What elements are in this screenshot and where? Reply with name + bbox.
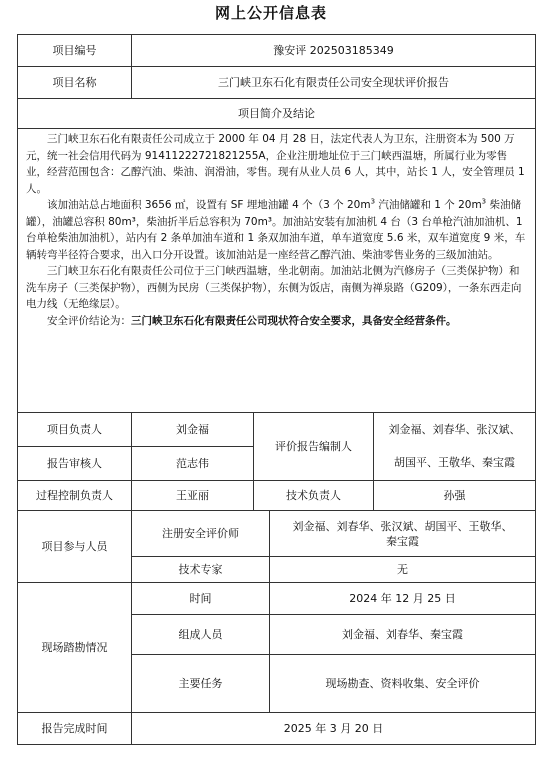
info-table <box>17 34 536 745</box>
row-project-name <box>18 67 536 99</box>
row-survey-time <box>18 583 536 615</box>
report-reviewer-value: 范志伟 <box>132 447 254 481</box>
summary-paragraph-2: 该加油站总占地面积 3656 ㎡，设置有 SF 埋地油罐 4 个（3 个 $20m^3$ 汽油储罐和 1 个 $20m^3$ 柴油储罐），油罐总容积 80m³，柴油折半后总容积为 70m³。加油站安装有加油机 4 台（3 台单枪汽油加油机、1 台单枪柴油加油机），站内有 2 条单加油车道和 1 条双加油车道，单车道宽度 5.6 米，双车道宽度 9 米，车辆转弯半径符合要求，出入口分开设置。该加油站是一座经营乙醇汽油、柴油零售业务的三级加油站。 <box>26 197 526 261</box>
page-title: 网上公开信息表 <box>214 4 327 22</box>
survey-tasks-label: 主要任务 <box>132 655 270 713</box>
summary-paragraph-4: 安全评价结论为：三门峡卫东石化有限责任公司现状符合安全要求，具备安全经营条件。 <box>47 314 457 327</box>
summary-paragraph-3: 三门峡卫东石化有限责任公司位于三门峡西温塘，坐北朝南。加油站北侧为汽修房子（三类保护物）和洗车房子（三类保护物），西侧为民房（三类保护物），东侧为饭店，南侧为禅泉路（G209），一条东西走向电力线（无绝缘层）。 <box>26 265 522 310</box>
summary-paragraph-1: 三门峡卫东石化有限责任公司成立于 2000 年 04 月 28 日，法定代表人为卫东，注册资本为 500 万元，统一社会信用代码为 91411222721821255A，企业注册地址位于三门峡西温塘，所属行业为零售业，经营范围包含：乙醇汽油、柴油、润滑油，零售。现有从业人员 6 人，其中，站长 1 人，安全管理员 1 人。 <box>26 133 525 195</box>
project-leader-value: 刘金福 <box>132 413 254 447</box>
summary-text <box>18 129 536 413</box>
report-authors-line-1: 刘金福、刘春华、张汉斌、 <box>374 413 536 447</box>
row-summary-header <box>18 99 536 129</box>
row-process-control <box>18 481 536 511</box>
report-authors-line-2: 胡国平、王敬华、秦宝霞 <box>374 447 536 481</box>
survey-label: 现场踏勘情况 <box>18 583 132 713</box>
survey-time-label: 时间 <box>132 583 270 615</box>
registered-assessors-label: 注册安全评价师 <box>132 511 270 557</box>
tech-leader-value: 孙强 <box>374 481 536 511</box>
row-summary-body <box>18 129 536 413</box>
survey-members-value: 刘金福、刘春华、秦宝霞 <box>270 615 536 655</box>
project-leader-label: 项目负责人 <box>18 413 132 447</box>
survey-tasks-value: 现场勘查、资料收集、安全评价 <box>270 655 536 713</box>
summary-label: 项目简介及结论 <box>18 99 536 129</box>
project-name-label: 项目名称 <box>18 67 132 99</box>
project-no-label: 项目编号 <box>18 35 132 67</box>
report-authors-label: 评价报告编制人 <box>254 413 374 481</box>
project-name-value: 三门峡卫东石化有限责任公司安全现状评价报告 <box>132 67 536 99</box>
row-project-no <box>18 35 536 67</box>
tech-leader-label: 技术负责人 <box>254 481 374 511</box>
survey-members-label: 组成人员 <box>132 615 270 655</box>
row-completion <box>18 713 536 745</box>
completion-label: 报告完成时间 <box>18 713 132 745</box>
process-control-label: 过程控制负责人 <box>18 481 132 511</box>
row-registered-assessors <box>18 511 536 557</box>
tech-expert-label: 技术专家 <box>132 557 270 583</box>
process-control-value: 王亚丽 <box>132 481 254 511</box>
project-no-value: 豫安评 202503185349 <box>132 35 536 67</box>
tech-expert-value: 无 <box>270 557 536 583</box>
completion-value: 2025 年 3 月 20 日 <box>132 713 536 745</box>
conclusion-text: 三门峡卫东石化有限责任公司现状符合安全要求，具备安全经营条件。 <box>131 314 457 327</box>
survey-time-value: 2024 年 12 月 25 日 <box>270 583 536 615</box>
registered-assessors-value: 刘金福、刘春华、张汉斌、胡国平、王敬华、 秦宝霞 <box>270 511 536 557</box>
row-project-leader <box>18 413 536 447</box>
participants-label: 项目参与人员 <box>18 511 132 583</box>
report-reviewer-label: 报告审核人 <box>18 447 132 481</box>
